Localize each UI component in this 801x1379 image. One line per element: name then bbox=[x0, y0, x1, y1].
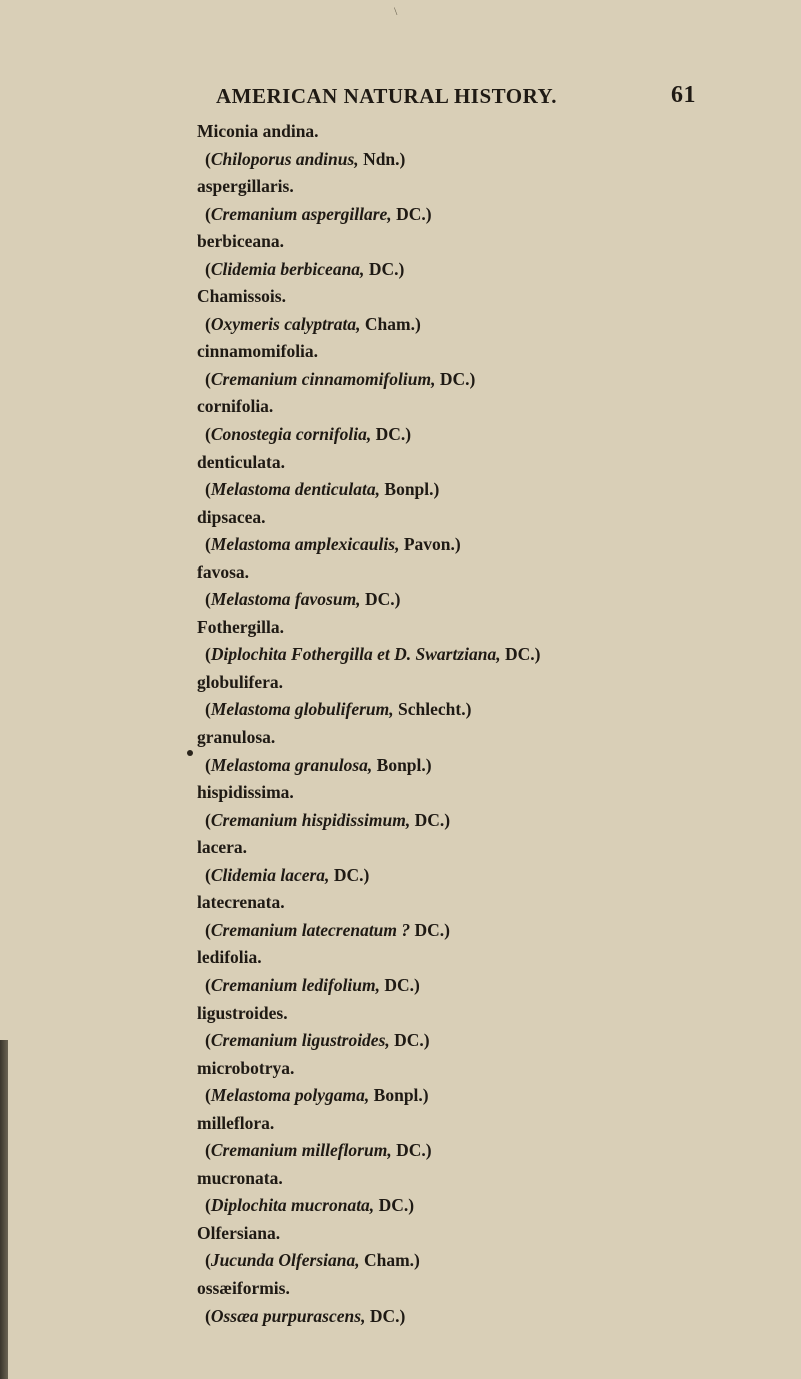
synonym-name: Cremanium latecrenatum ? bbox=[210, 919, 411, 940]
species-entry: cinnamomifolia. bbox=[197, 341, 319, 362]
species-entry: Chamissois. bbox=[197, 286, 286, 307]
species-entry: granulosa. bbox=[197, 727, 276, 748]
synonym-author: Bonpl.) bbox=[372, 754, 432, 775]
species-entry: ledifolia. bbox=[197, 947, 262, 968]
synonym-line: (Melastoma globuliferum, Schlecht.) bbox=[205, 699, 472, 720]
species-entry: ossæiformis. bbox=[197, 1277, 290, 1298]
synonym-name: Ossæa purpurascens, bbox=[210, 1305, 366, 1326]
synonym-name: Melastoma denticulata, bbox=[210, 479, 381, 500]
synonym-author: Cham.) bbox=[359, 1250, 420, 1271]
synonym-line: (Melastoma granulosa, Bonpl.) bbox=[205, 754, 432, 775]
species-entry: aspergillaris. bbox=[197, 176, 294, 197]
synonym-author: DC.) bbox=[365, 1305, 406, 1326]
species-entry: ligustroides. bbox=[197, 1002, 288, 1023]
synonym-author: DC.) bbox=[374, 1195, 415, 1216]
synonym-name: Cremanium hispidissimum, bbox=[210, 809, 411, 830]
synonym-name: Jucunda Olfersiana, bbox=[210, 1250, 360, 1271]
synonym-name: Cremanium milleflorum, bbox=[210, 1140, 392, 1161]
page-edge-shadow bbox=[0, 1040, 8, 1379]
synonym-line: (Clidemia berbiceana, DC.) bbox=[205, 258, 405, 279]
synonym-author: Pavon.) bbox=[399, 534, 461, 555]
species-entry: microbotrya. bbox=[197, 1057, 295, 1078]
synonym-author: DC.) bbox=[391, 203, 432, 224]
species-entry: cornifolia. bbox=[197, 396, 274, 417]
synonym-line: (Diplochita mucronata, DC.) bbox=[205, 1195, 415, 1216]
synonym-author: Bonpl.) bbox=[369, 1085, 429, 1106]
species-entry: globulifera. bbox=[197, 671, 284, 692]
synonym-name: Melastoma favosum, bbox=[210, 589, 361, 610]
genus-entry: Miconia andina. bbox=[197, 121, 319, 141]
synonym-name: Melastoma polygama, bbox=[210, 1085, 370, 1106]
synonym-author: DC.) bbox=[410, 809, 451, 830]
synonym-name: Clidemia lacera, bbox=[210, 864, 330, 885]
synonym-line: (Melastoma polygama, Bonpl.) bbox=[205, 1085, 429, 1106]
species-entry: Fothergilla. bbox=[197, 616, 284, 637]
synonym-author: DC.) bbox=[389, 1030, 430, 1051]
synonym-author: DC.) bbox=[371, 424, 412, 445]
ink-spot bbox=[187, 750, 193, 756]
synonym-author: DC.) bbox=[360, 589, 401, 610]
synonym-name: Oxymeris calyptrata, bbox=[210, 313, 361, 334]
species-entry: favosa. bbox=[197, 561, 250, 582]
species-entry: latecrenata. bbox=[197, 892, 285, 913]
synonym-author: DC.) bbox=[435, 368, 476, 389]
synonym-author: DC.) bbox=[329, 864, 370, 885]
species-entry: milleflora. bbox=[197, 1112, 275, 1133]
species-list bbox=[0, 118, 801, 1330]
synonym-author: DC.) bbox=[380, 974, 420, 995]
synonym-name: Clidemia berbiceana, bbox=[210, 258, 365, 279]
species-entry: lacera. bbox=[197, 837, 248, 858]
synonym-author: Ndn.) bbox=[358, 148, 406, 169]
synonym-author: Schlecht.) bbox=[393, 699, 472, 720]
synonym-name: Diplochita mucronata, bbox=[210, 1195, 375, 1216]
synonym-author: DC.) bbox=[500, 644, 541, 665]
top-mark: \ bbox=[394, 4, 398, 18]
synonym-author: DC.) bbox=[410, 919, 451, 940]
synonym-name: Melastoma amplexicaulis, bbox=[210, 534, 400, 555]
synonym-line: (Cremanium ledifolium, DC.) bbox=[205, 974, 420, 995]
species-entry: mucronata. bbox=[197, 1167, 283, 1188]
page-number: 61 bbox=[671, 82, 696, 108]
species-entry: dipsacea. bbox=[197, 506, 266, 527]
synonym-line: (Melastoma favosum, DC.) bbox=[205, 589, 401, 610]
synonym-line: (Cremanium milleflorum, DC.) bbox=[205, 1140, 432, 1161]
species-entry: Olfersiana. bbox=[197, 1222, 281, 1243]
synonym-line: (Cremanium ligustroides, DC.) bbox=[205, 1030, 430, 1051]
synonym-name: Cremanium aspergillare, bbox=[210, 203, 392, 224]
synonym-line: (Clidemia lacera, DC.) bbox=[205, 864, 370, 885]
synonym-line: (Cremanium cinnamomifolium, DC.) bbox=[205, 368, 476, 389]
synonym-line: (Cremanium aspergillare, DC.) bbox=[205, 203, 432, 224]
synonym-name: Conostegia cornifolia, bbox=[210, 424, 372, 445]
species-entry: denticulata. bbox=[197, 451, 285, 472]
synonym-line: (Conostegia cornifolia, DC.) bbox=[205, 424, 412, 445]
synonym-line: (Cremanium latecrenatum ? DC.) bbox=[205, 919, 451, 940]
synonym-line: (Jucunda Olfersiana, Cham.) bbox=[205, 1250, 420, 1271]
species-entry: hispidissima. bbox=[197, 782, 294, 803]
species-entry: berbiceana. bbox=[197, 231, 285, 252]
synonym-name: Chiloporus andinus, bbox=[210, 148, 359, 169]
synonym-author: DC.) bbox=[391, 1140, 432, 1161]
synonym-name: Melastoma globuliferum, bbox=[210, 699, 394, 720]
synonym-name: Cremanium ledifolium, bbox=[210, 974, 381, 995]
synonym-name: Melastoma granulosa, bbox=[210, 754, 373, 775]
synonym-name: Cremanium ligustroides, bbox=[210, 1030, 390, 1051]
synonym-line: (Cremanium hispidissimum, DC.) bbox=[205, 809, 451, 830]
synonym-line: (Ossæa purpurascens, DC.) bbox=[205, 1305, 406, 1326]
synonym-line: (Melastoma amplexicaulis, Pavon.) bbox=[205, 534, 461, 555]
synonym-line: (Diplochita Fothergilla et D. Swartziana, DC.) bbox=[205, 644, 541, 665]
synonym-author: Bonpl.) bbox=[380, 479, 440, 500]
synonym-name: Diplochita Fothergilla et D. Swartziana, bbox=[210, 644, 501, 665]
synonym-line: (Chiloporus andinus, Ndn.) bbox=[205, 148, 406, 169]
synonym-line: (Melastoma denticulata, Bonpl.) bbox=[205, 479, 440, 500]
synonym-name: Cremanium cinnamomifolium, bbox=[210, 368, 436, 389]
synonym-line: (Oxymeris calyptrata, Cham.) bbox=[205, 313, 421, 334]
synonym-author: Cham.) bbox=[360, 313, 421, 334]
synonym-author: DC.) bbox=[364, 258, 405, 279]
running-title: AMERICAN NATURAL HISTORY. bbox=[216, 84, 558, 108]
